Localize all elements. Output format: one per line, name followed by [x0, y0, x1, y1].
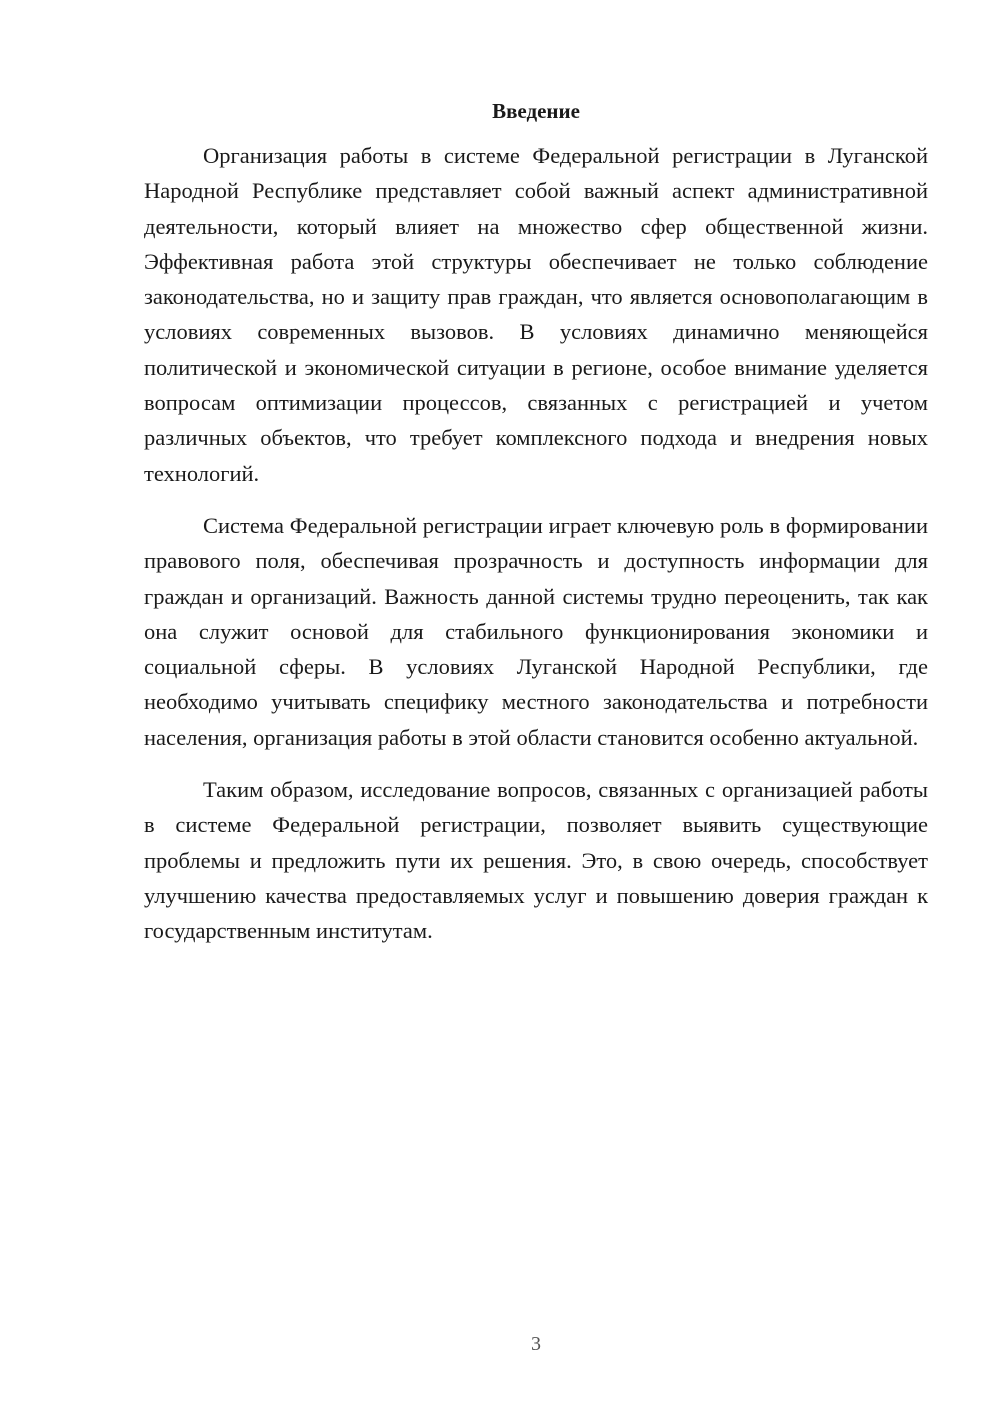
paragraph-2: Система Федеральной регистрации играет ключевую роль в формировании правового поля, обеспечивая прозрачность и доступность информации для граждан и организаций. Важность данной системы трудно переоценить, так как она служит основой для стабильного функционирования экономики и социальной сферы. В условиях Луганской Народной Республики, где необходимо учитывать специфику местного законодательства и потребности населения, организация работы в этой области становится особенно актуальной. — [144, 512, 928, 750]
page-content — [144, 96, 928, 966]
page-number: 3 — [531, 1333, 541, 1355]
section-title: Введение — [492, 99, 580, 123]
paragraph-1: Организация работы в системе Федеральной регистрации в Луганской Народной Республике представляет собой важный аспект административной деятельности, который влияет на множество сфер общественной жизни. Эффективная работа этой структуры обеспечивает не только соблюдение законодательства, но и защиту прав граждан, что является основополагающим в условиях современных вызовов. В условиях динамично меняющейся политической и экономической ситуации в регионе, особое внимание уделяется вопросам оптимизации процессов, связанных с регистрацией и учетом различных объектов, что требует комплексного подхода и внедрения новых технологий. — [144, 143, 928, 486]
paragraph-3: Таким образом, исследование вопросов, связанных с организацией работы в системе Федеральной регистрации, позволяет выявить существующие проблемы и предложить пути их решения. Это, в свою очередь, способствует улучшению качества предоставляемых услуг и повышению доверия граждан к государственным институтам. — [144, 777, 928, 944]
